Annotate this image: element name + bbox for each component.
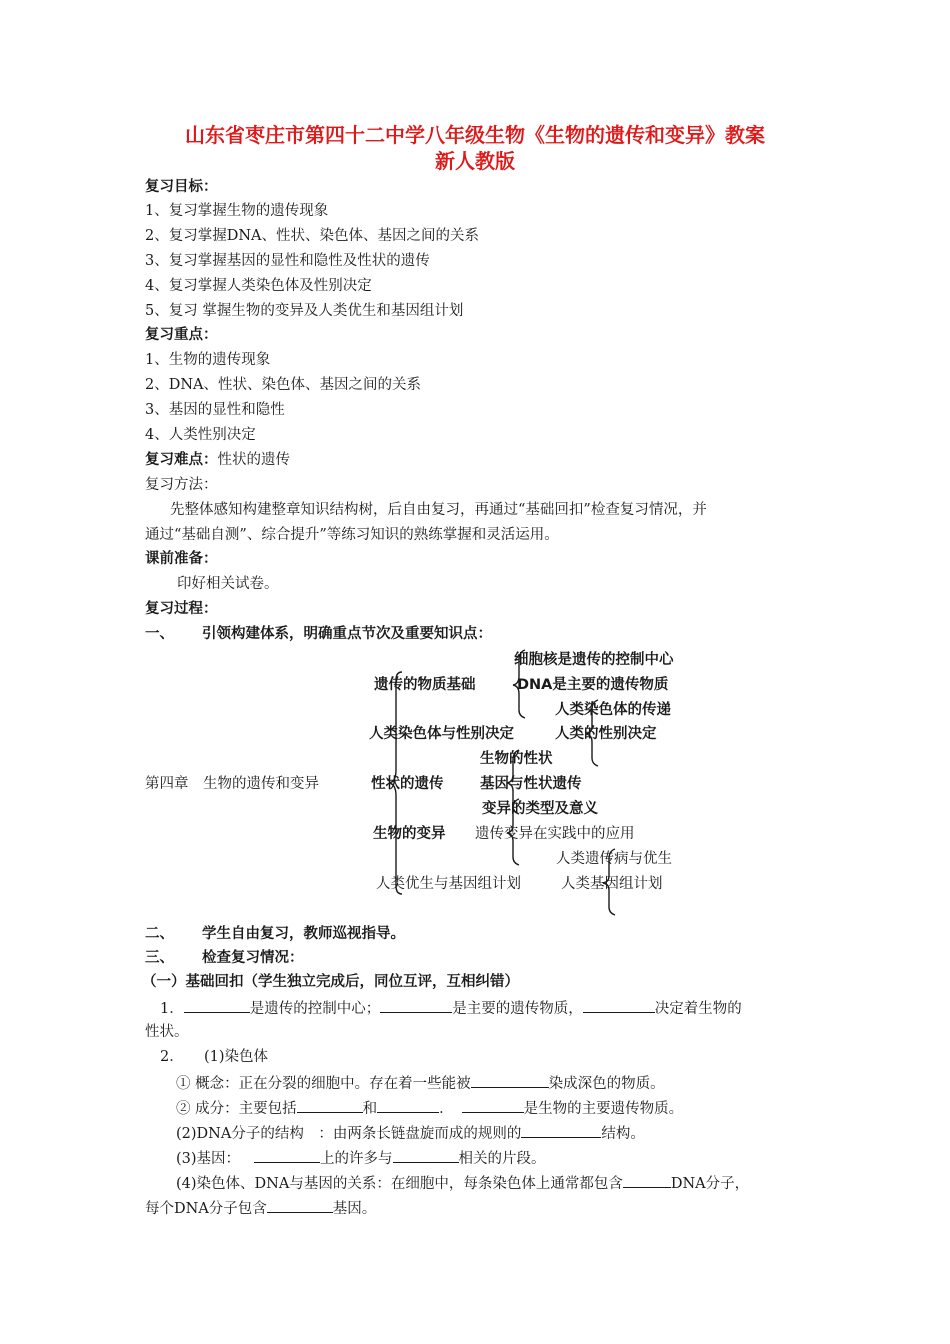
step3-number: 三、 bbox=[145, 950, 174, 966]
question-text: 结构。 bbox=[601, 1126, 645, 1142]
method-heading: 复习方法： bbox=[145, 477, 218, 493]
answer-blank[interactable] bbox=[393, 1147, 459, 1163]
tree-leaf: DNA是主要的遗传物质 bbox=[517, 677, 669, 693]
difficulty-heading: 复习难点： bbox=[145, 452, 218, 468]
question-2-heading: (1)染色体 bbox=[204, 1049, 269, 1065]
question-2-gene bbox=[176, 1147, 546, 1169]
tree-leaf: 人类的性别决定 bbox=[555, 726, 657, 742]
answer-blank[interactable] bbox=[377, 1097, 439, 1113]
key-point-item: 2、DNA、性状、染色体、基因之间的关系 bbox=[145, 377, 422, 393]
question-text: 上的许多与 bbox=[320, 1151, 393, 1167]
question-text: 和 bbox=[362, 1101, 378, 1117]
question-2-number: 2． bbox=[160, 1049, 184, 1065]
question-text: (2)DNA分子的结构 ：由两条长链盘旋而成的规则的 bbox=[176, 1126, 522, 1142]
question-2-concept bbox=[176, 1072, 665, 1094]
question-text: 染成深色的物质。 bbox=[548, 1076, 665, 1092]
tree-leaf: 细胞核是遗传的控制中心 bbox=[514, 652, 674, 668]
question-text: 每个DNA分子包含 bbox=[145, 1201, 267, 1217]
tree-leaf: 人类遗传病与优生 bbox=[556, 851, 672, 867]
step3-text: 检查复习情况： bbox=[202, 950, 304, 966]
method-paragraph-line2: 通过“基础自测”、综合提升”等练习知识的熟练掌握和灵活运用。 bbox=[145, 527, 559, 543]
objective-item: 1、复习掌握生物的遗传现象 bbox=[145, 203, 329, 219]
answer-blank[interactable] bbox=[583, 997, 655, 1013]
objectives-heading: 复习目标： bbox=[145, 179, 218, 195]
key-point-item: 3、基因的显性和隐性 bbox=[145, 402, 285, 418]
question-1-continued: 性状。 bbox=[145, 1024, 189, 1040]
step2-number: 二、 bbox=[145, 926, 174, 942]
answer-blank[interactable] bbox=[297, 1097, 363, 1113]
answer-blank[interactable] bbox=[380, 997, 452, 1013]
tree-leaf: 基因与性状遗传 bbox=[480, 776, 582, 792]
question-text: (4)染色体、DNA与基因的关系：在细胞中，每条染色体上通常都包含 bbox=[176, 1176, 623, 1192]
preparation-text: 印好相关试卷。 bbox=[177, 576, 279, 592]
question-text: 决定着生物的 bbox=[654, 1001, 742, 1017]
method-paragraph-line1: 先整体感知构建整章知识结构树，后自由复习，再通过“基础回扣”检查复习情况，并 bbox=[170, 502, 707, 518]
document-title-line2: 新人教版 bbox=[435, 149, 515, 173]
question-number: 1． bbox=[160, 1001, 184, 1017]
tree-branch: 人类优生与基因组计划 bbox=[376, 876, 521, 892]
answer-blank[interactable] bbox=[267, 1197, 333, 1213]
objective-item: 4、复习掌握人类染色体及性别决定 bbox=[145, 278, 372, 294]
tree-root: 第四章 生物的遗传和变异 bbox=[145, 776, 319, 792]
answer-blank[interactable] bbox=[471, 1072, 549, 1088]
document-title-line1: 山东省枣庄市第四十二中学八年级生物《生物的遗传和变异》教案 bbox=[185, 123, 765, 147]
key-point-item: 4、人类性别决定 bbox=[145, 427, 256, 443]
question-text: ② 成分：主要包括 bbox=[176, 1101, 297, 1117]
question-2-relationship-continued bbox=[145, 1197, 376, 1219]
difficulty-text: 性状的遗传 bbox=[217, 452, 290, 468]
tree-leaf: 遗传变异在实践中的应用 bbox=[475, 826, 635, 842]
question-text: ． bbox=[439, 1101, 454, 1117]
answer-blank[interactable] bbox=[623, 1172, 671, 1188]
question-1 bbox=[160, 997, 742, 1019]
objective-item: 5、复习 掌握生物的变异及人类优生和基因组计划 bbox=[145, 303, 464, 319]
tree-branch: 性状的遗传 bbox=[371, 776, 444, 792]
tree-branch: 遗传的物质基础 bbox=[374, 677, 476, 693]
question-2-dna-structure bbox=[176, 1122, 645, 1144]
question-text: 是主要的遗传物质， bbox=[452, 1001, 583, 1017]
question-text: 相关的片段。 bbox=[458, 1151, 546, 1167]
answer-blank[interactable] bbox=[254, 1147, 320, 1163]
preparation-heading: 课前准备： bbox=[145, 551, 218, 567]
key-points-heading: 复习重点： bbox=[145, 327, 218, 343]
exercise-heading: （一）基础回扣（学生独立完成后，同位互评，互相纠错） bbox=[142, 974, 519, 990]
question-text: 基因。 bbox=[332, 1201, 377, 1217]
question-text: 是遗传的控制中心； bbox=[249, 1001, 381, 1017]
tree-leaf: 人类染色体的传递 bbox=[555, 702, 671, 718]
key-point-item: 1、生物的遗传现象 bbox=[145, 352, 271, 368]
tree-leaf: 生物的性状 bbox=[480, 751, 553, 767]
tree-leaf: 变异的类型及意义 bbox=[482, 801, 598, 817]
step2-text: 学生自由复习，教师巡视指导。 bbox=[202, 926, 405, 942]
answer-blank[interactable] bbox=[184, 997, 250, 1013]
objective-item: 2、复习掌握DNA、性状、染色体、基因之间的关系 bbox=[145, 228, 480, 244]
step1-number: 一、 bbox=[145, 626, 174, 642]
question-text: ① 概念：正在分裂的细胞中。存在着一些能被 bbox=[176, 1076, 471, 1092]
step1-text: 引领构建体系，明确重点节次及重要知识点： bbox=[202, 626, 492, 642]
question-2-components bbox=[176, 1097, 683, 1119]
answer-blank[interactable] bbox=[521, 1122, 601, 1138]
process-heading: 复习过程： bbox=[145, 601, 218, 617]
question-text: 是生物的主要遗传物质。 bbox=[523, 1101, 684, 1117]
answer-blank[interactable] bbox=[462, 1097, 524, 1113]
tree-branch: 生物的变异 bbox=[373, 826, 446, 842]
question-text: (3)基因： bbox=[176, 1151, 241, 1167]
question-text: DNA分子， bbox=[670, 1176, 750, 1192]
question-2-relationship bbox=[176, 1172, 749, 1194]
tree-branch: 人类染色体与性别决定 bbox=[369, 726, 514, 742]
tree-leaf: 人类基因组计划 bbox=[561, 876, 663, 892]
objective-item: 3、复习掌握基因的显性和隐性及性状的遗传 bbox=[145, 253, 430, 269]
